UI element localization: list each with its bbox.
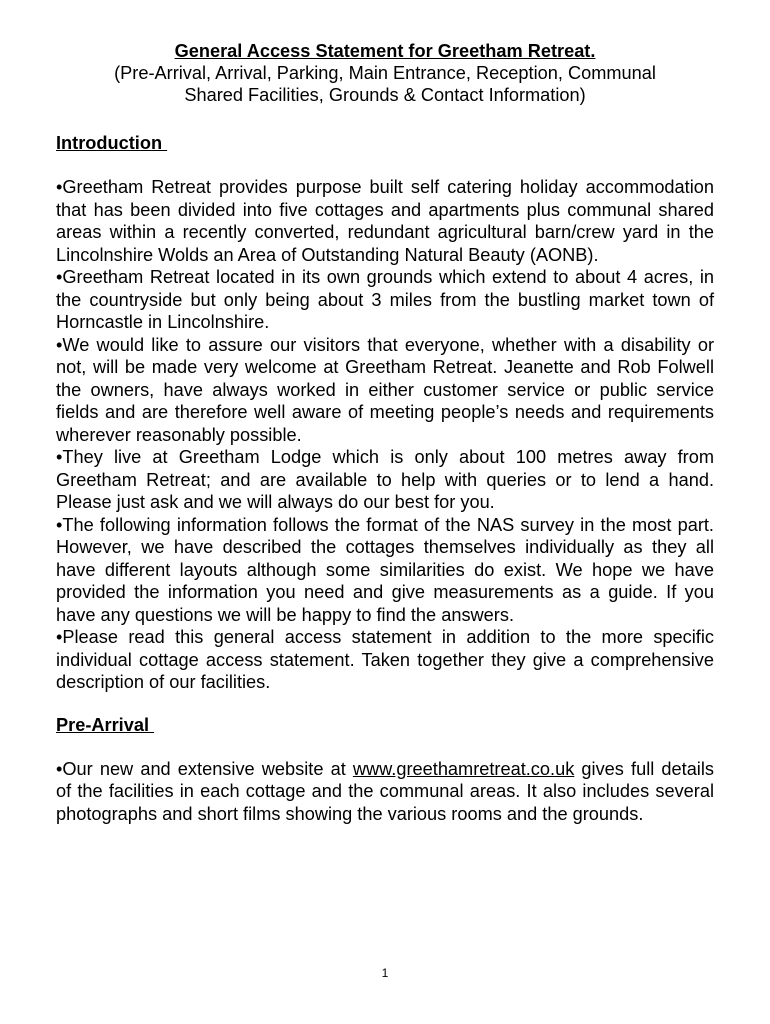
bullet-text: They live at Greetham Lodge which is only about 100 metres away from Greetham Retreat; and are available to help with queries or to lend a hand. Please just ask and we will always do our best for you. (56, 447, 714, 512)
list-item (56, 446, 714, 514)
bullet-text: Please read this general access statement in addition to the more specific individual cottage access statement. Taken together they give a comprehensive description of our facilities. (56, 627, 714, 692)
bullet-icon: • (56, 334, 63, 355)
bullet-icon: • (56, 267, 63, 287)
bullet-text: Greetham Retreat located in its own grounds which extend to about 4 acres, in the countryside but only being about 3 miles from the bustling market town of Horncastle in Lincolnshire. (56, 267, 714, 332)
bullet-text: Greetham Retreat provides purpose built self catering holiday accommodation that has been divided into five cottages and apartments plus communal shared areas within a recently converted, redundant agricultural barn/crew yard in the Lincolnshire Wolds an Area of Outstanding Natural Beauty (AONB). (56, 177, 714, 265)
document-page (56, 40, 714, 825)
bullet-icon: • (56, 177, 63, 197)
website-link[interactable]: www.greethamretreat.co.uk (352, 758, 575, 779)
list-item (56, 176, 714, 266)
bullet-icon: • (56, 627, 63, 647)
bullet-text-after-link: gives full details of the facilities in each cottage and the communal areas. It also includes several photographs and short films showing the various rooms and the grounds. (56, 758, 714, 824)
list-item (56, 334, 714, 447)
section-spacer (56, 694, 714, 714)
bullet-text: We would like to assure our visitors that everyone, whether with a disability or not, will be made very welcome at Greetham Retreat. Jeanette and Rob Folwell the owners, have always worked in either customer service or public service fields and are therefore well aware of meeting people’s needs and requirements wherever reasonably possible. (56, 334, 714, 445)
bullet-text: The following information follows the format of the NAS survey in the most part. However, we have described the cottages themselves individually as they all have different layouts although some similarities do exist. We hope we have provided the information you need and give measurements as a guide. If you have any questions we will be happy to find the answers. (56, 514, 714, 625)
list-item (56, 514, 714, 627)
document-subtitle-line-2: Shared Facilities, Grounds & Contact Information) (184, 85, 586, 105)
introduction-bullet-list (56, 176, 714, 694)
list-item (56, 758, 714, 826)
document-title: General Access Statement for Greetham Retreat. (174, 41, 596, 61)
list-item (56, 626, 714, 694)
introduction-heading: Introduction (56, 133, 168, 153)
bullet-icon: • (56, 447, 63, 467)
list-item (56, 266, 714, 334)
pre-arrival-bullet-list (56, 758, 714, 826)
pre-arrival-heading: Pre-Arrival (56, 714, 155, 735)
bullet-icon: • (56, 758, 63, 779)
bullet-text-before-link: Our new and extensive website at (62, 758, 353, 779)
document-subtitle-line-1: (Pre-Arrival, Arrival, Parking, Main Entrance, Reception, Communal (114, 63, 656, 83)
page-number: 1 (381, 966, 389, 980)
title-block (56, 40, 714, 106)
bullet-icon: • (56, 514, 63, 535)
